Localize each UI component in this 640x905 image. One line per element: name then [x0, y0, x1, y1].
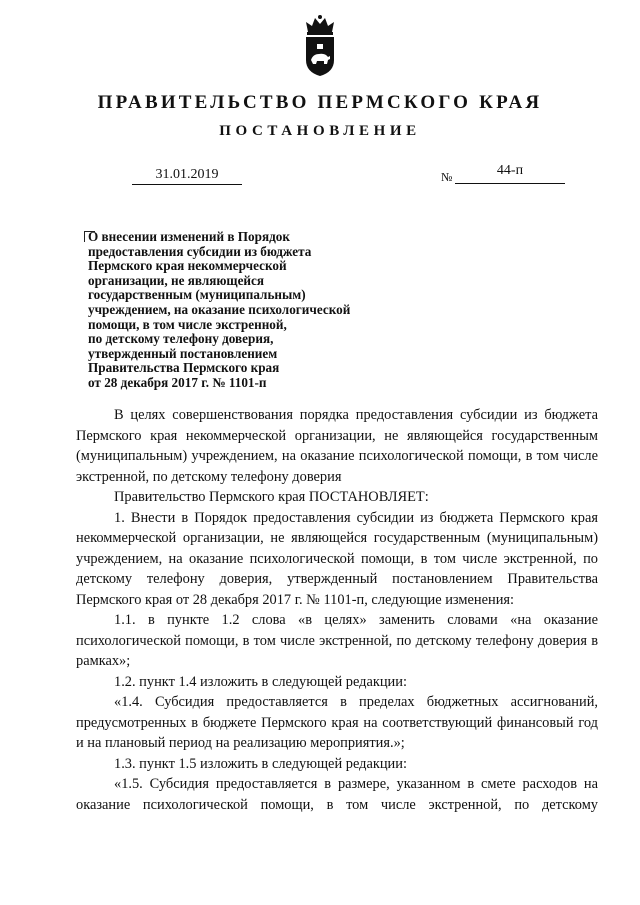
subject-line: государственным (муниципальным): [88, 287, 306, 303]
document-date: 31.01.2019: [132, 167, 242, 185]
government-title: ПРАВИТЕЛЬСТВО ПЕРМСКОГО КРАЯ: [97, 92, 543, 113]
body-paragraph: В целях совершенствования порядка предоставления субсидии из бюджета Пермского края некоммерческой организации, не являющейся государственным (муниципальным) учреждением, на оказание психологической помощи, в том числе экстренной, по детскому телефону доверия: [76, 407, 598, 485]
body-paragraph: «1.4. Субсидия предоставляется в пределах бюджетных ассигнований, предусмотренных в бюджете Пермского края на соответствующий финансовый год и на плановый период на реализацию мероприятия.»;: [76, 694, 598, 751]
subject-line: утвержденный постановлением: [88, 345, 278, 361]
number-label: №: [441, 170, 453, 184]
document-body: [76, 405, 598, 815]
subject-line: от 28 декабря 2017 г. № 1101-п: [88, 374, 267, 390]
body-paragraph: 1.2. пункт 1.4 изложить в следующей редакции:: [114, 673, 407, 690]
document-number: 44-п: [455, 163, 565, 184]
subject-line: организации, не являющейся: [88, 272, 265, 288]
body-paragraph: 1. Внести в Порядок предоставления субсидии из бюджета Пермского края некоммерческой организации, не являющейся государственным (муниципальным) учреждением, на оказание психологической помощи, в том числе экстренной, по детскому телефону доверия, утвержденный постановлением Правительства Пермского края от 28 декабря 2017 г. № 1101-п, следующие изменения:: [76, 509, 598, 608]
document-type: ПОСТАНОВЛЕНИЕ: [219, 123, 421, 139]
body-paragraph: «1.5. Субсидия предоставляется в размере, указанном в смете расходов на оказание психологической помощи, в том числе экстренной, по детскому: [76, 776, 598, 813]
subject-line: предоставления субсидии из бюджета: [88, 243, 312, 259]
subject-line: О внесении изменений в Порядок: [88, 229, 290, 244]
body-paragraph: 1.3. пункт 1.5 изложить в следующей редакции:: [114, 755, 407, 772]
subject-line: по детскому телефону доверия,: [88, 331, 274, 347]
subject-line: учреждением, на оказание психологической: [88, 301, 351, 317]
subject-line: помощи, в том числе экстренной,: [88, 316, 287, 332]
document-subject: [88, 230, 388, 391]
subject-line: Правительства Пермского края: [88, 360, 280, 376]
body-paragraph: 1.1. в пункте 1.2 слова «в целях» заменить словами «на оказание психологической помощи, в том числе экстренной, по детскому телефону доверия в рамках»;: [76, 612, 598, 669]
body-paragraph: Правительство Пермского края ПОСТАНОВЛЯЕТ:: [114, 489, 429, 505]
subject-line: Пермского края некоммерческой: [88, 258, 287, 274]
coat-of-arms-icon: [303, 14, 337, 78]
